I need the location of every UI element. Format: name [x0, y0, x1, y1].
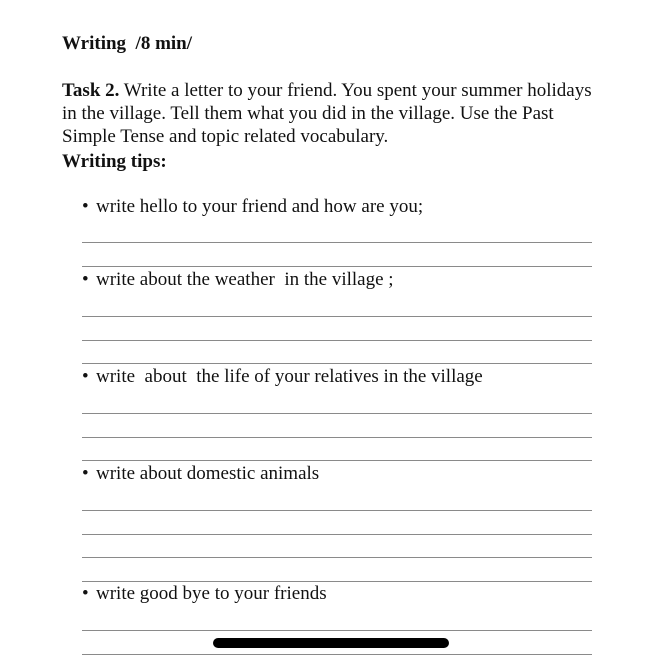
tip-text: write hello to your friend and how are you;: [96, 196, 424, 217]
task-text: Write a letter to your friend. You spent your summer holidays in the village. Tell them what you did in the village. Use the Past Simple Tense and topic related vocabulary.: [62, 80, 592, 147]
tip-item-goodbye: [82, 583, 327, 605]
tip-item-weather: [82, 269, 394, 291]
writing-line[interactable]: [82, 363, 592, 364]
task-label: Task 2.: [62, 80, 120, 101]
tip-text: write about domestic animals: [96, 463, 320, 484]
writing-line[interactable]: [82, 654, 592, 655]
writing-line[interactable]: [82, 266, 592, 267]
writing-line[interactable]: [82, 413, 592, 414]
bullet-icon: •: [82, 463, 89, 484]
writing-tips-title: Writing tips:: [62, 151, 167, 172]
bullet-icon: •: [82, 583, 89, 604]
writing-line[interactable]: [82, 340, 592, 341]
bullet-icon: •: [82, 196, 89, 217]
tip-text: write about the weather in the village ;: [96, 269, 394, 290]
task-instructions: [62, 79, 602, 148]
tip-text: write about the life of your relatives in the village: [96, 366, 483, 387]
writing-line[interactable]: [82, 460, 592, 461]
writing-line[interactable]: [82, 630, 592, 631]
tip-text: write good bye to your friends: [96, 583, 327, 604]
section-heading: Writing /8 min/: [62, 33, 193, 54]
bullet-icon: •: [82, 269, 89, 290]
writing-line[interactable]: [82, 534, 592, 535]
tip-item-animals: [82, 463, 319, 485]
writing-line[interactable]: [82, 581, 592, 582]
writing-line[interactable]: [82, 557, 592, 558]
writing-line[interactable]: [82, 316, 592, 317]
writing-line[interactable]: [82, 510, 592, 511]
tip-item-hello: [82, 196, 423, 218]
tip-item-relatives: [82, 366, 483, 388]
home-indicator-bar[interactable]: [213, 638, 449, 648]
writing-line[interactable]: [82, 437, 592, 438]
bullet-icon: •: [82, 366, 89, 387]
writing-line[interactable]: [82, 242, 592, 243]
